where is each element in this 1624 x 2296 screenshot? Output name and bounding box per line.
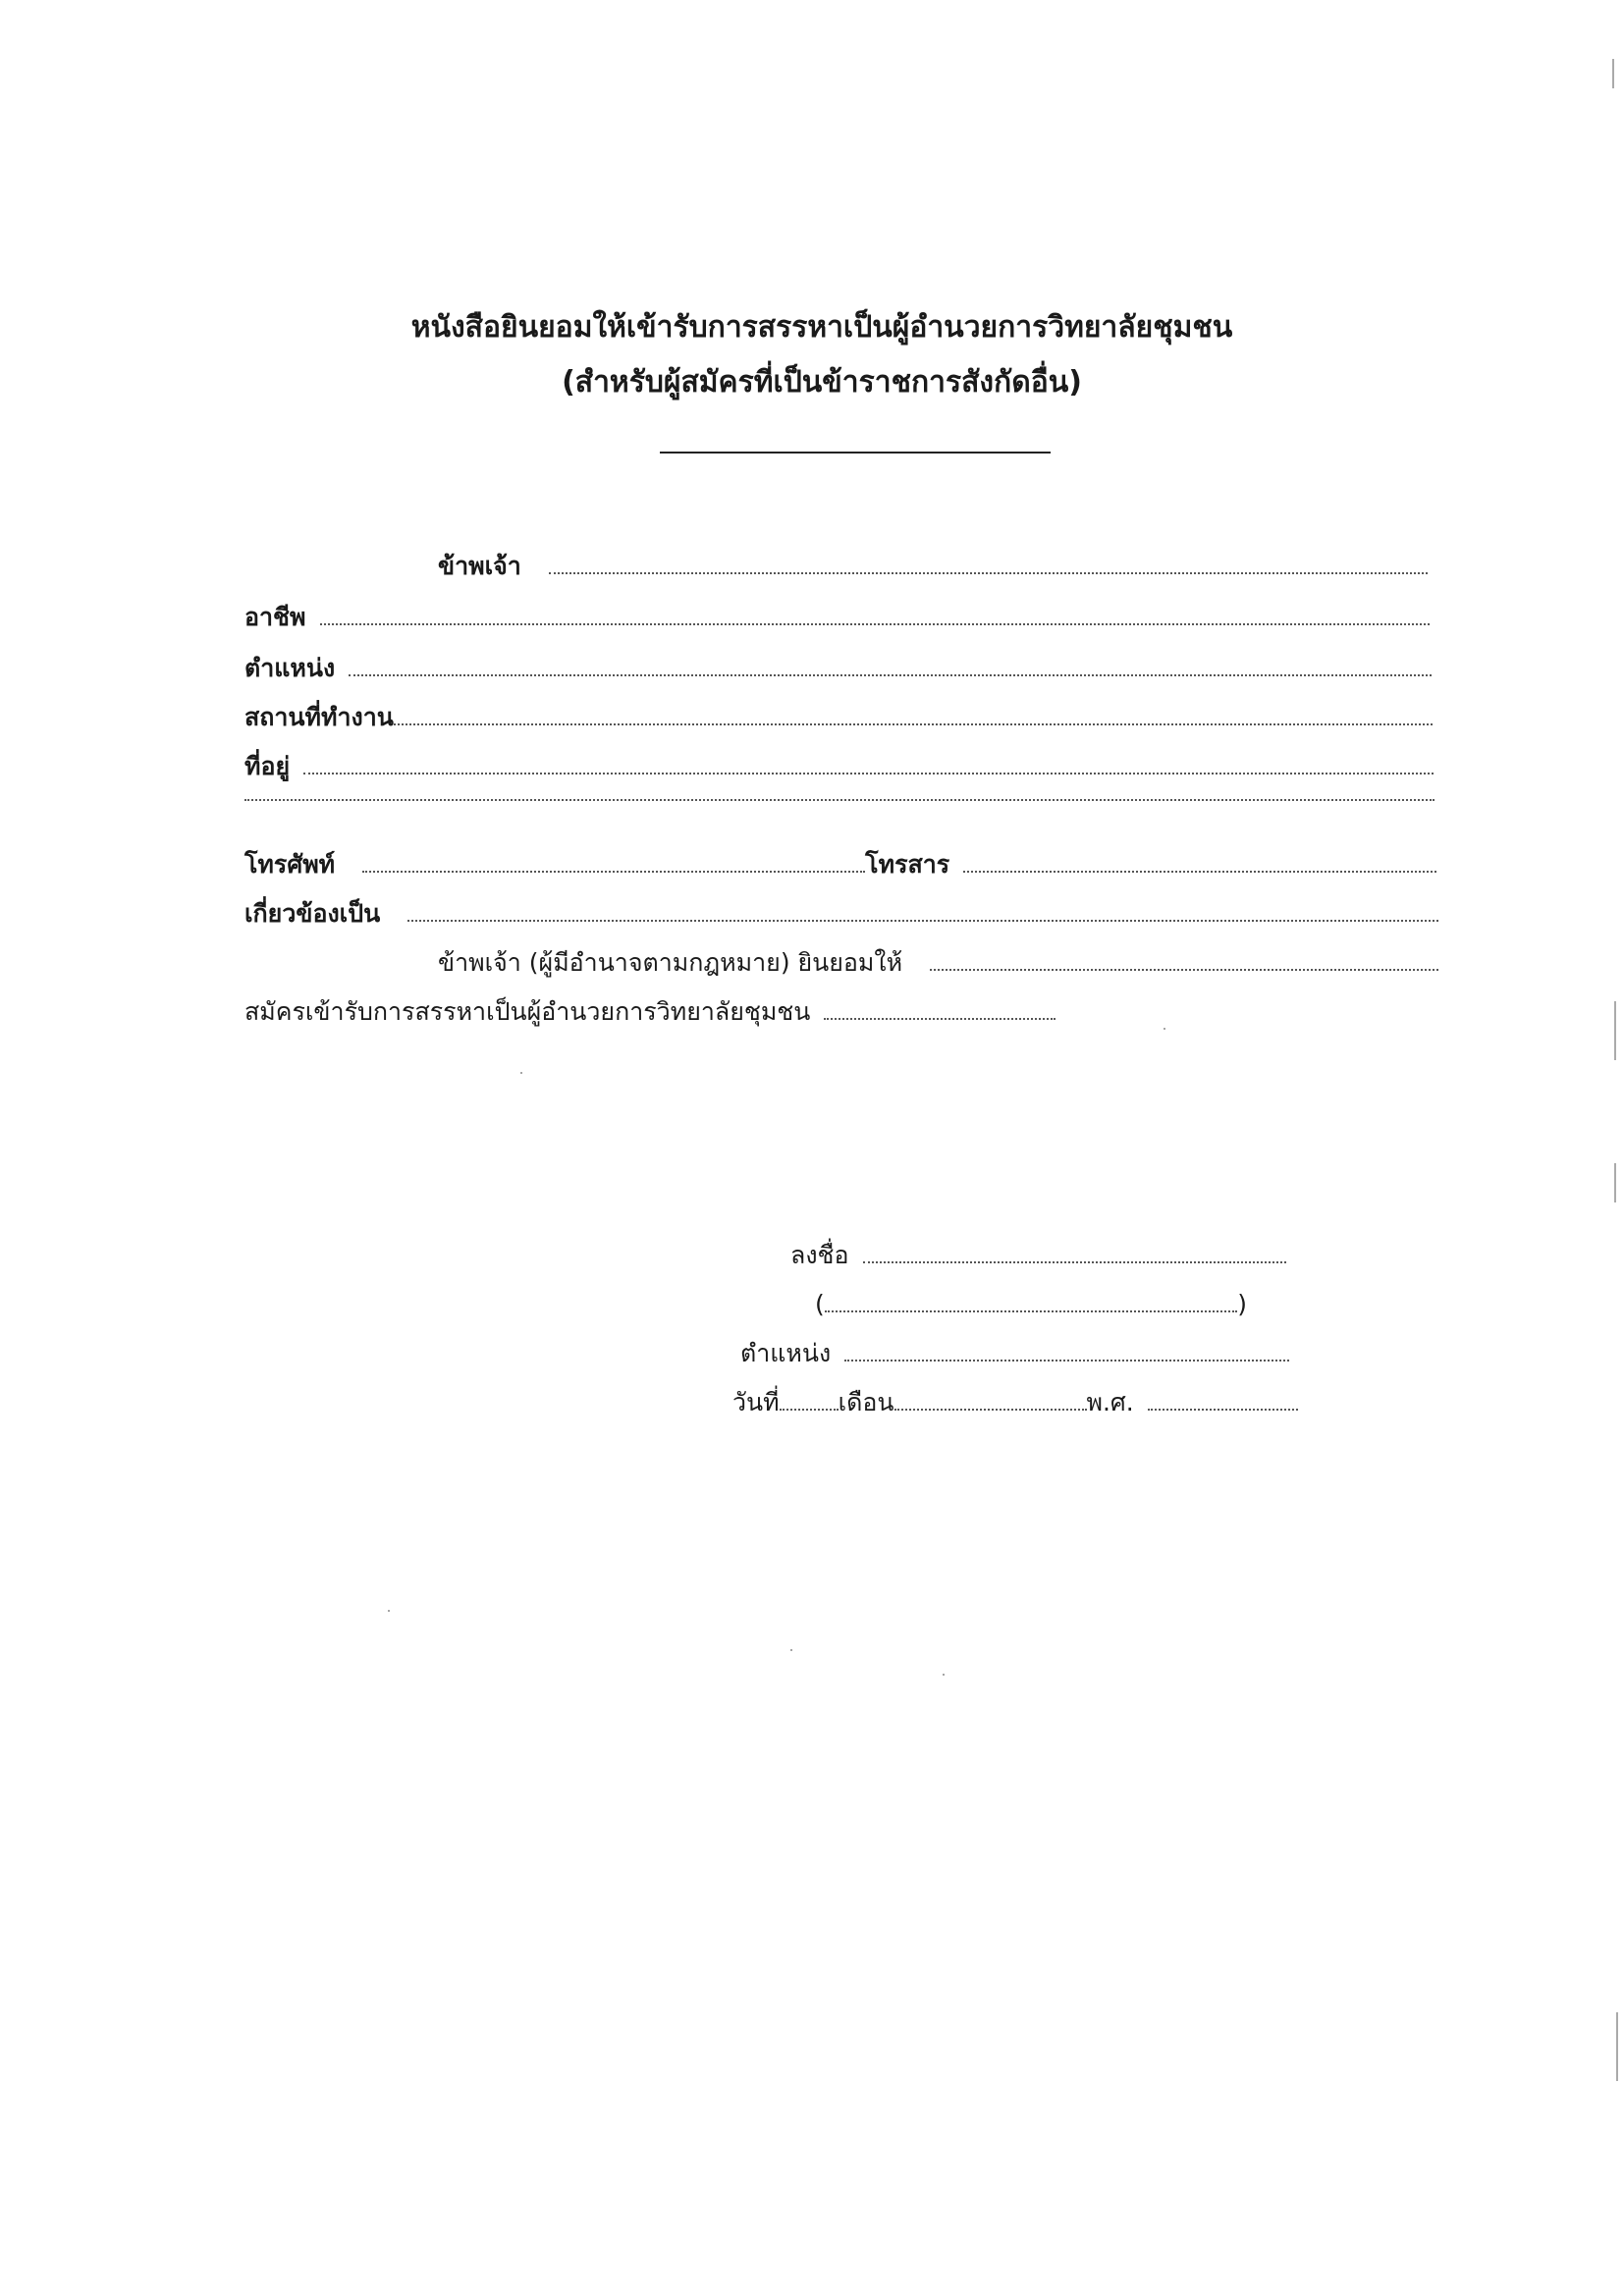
scan-edge-mark (1616, 2012, 1618, 2081)
applicant-name-row (438, 550, 1428, 583)
month-field[interactable] (894, 1409, 1087, 1411)
workplace-field[interactable] (394, 723, 1433, 725)
signer-position-field[interactable] (844, 1360, 1289, 1362)
fax-label: โทรสาร (865, 850, 950, 879)
document-title: หนังสือยินยอมให้เข้ารับการสรรหาเป็นผู้อำนวยการวิทยาลัยชุมชน (410, 310, 1233, 345)
scan-speck (1164, 1028, 1165, 1030)
position-row (244, 652, 1432, 685)
consent-text-2: สมัครเข้ารับการสรรหาเป็นผู้อำนวยการวิทยาลัยชุมชน (244, 997, 811, 1026)
occupation-row (244, 601, 1430, 634)
month-label: เดือน (838, 1388, 894, 1416)
signature-row (790, 1239, 1286, 1272)
address-continued-row (244, 799, 1435, 806)
scan-speck (388, 1610, 390, 1612)
address-row (244, 750, 1434, 783)
applicant-name-label: ข้าพเจ้า (438, 552, 521, 580)
sign-label: ลงชื่อ (790, 1241, 849, 1269)
address-field-line2[interactable] (244, 799, 1435, 801)
paren-close: ) (1237, 1290, 1247, 1318)
scan-speck (943, 1674, 945, 1676)
fax-field[interactable] (963, 871, 1436, 873)
occupation-label: อาชีพ (244, 603, 306, 631)
scan-edge-mark (1614, 1163, 1616, 1202)
position-label: ตำแหน่ง (244, 654, 336, 682)
occupation-field[interactable] (320, 623, 1431, 625)
address-field[interactable] (303, 773, 1434, 774)
relation-row (244, 897, 1438, 931)
applicant-name-field[interactable] (549, 572, 1428, 574)
phone-label: โทรศัพท์ (244, 850, 336, 879)
consented-person-field[interactable] (930, 969, 1438, 971)
scan-edge-mark (1612, 59, 1614, 88)
signer-name-row (815, 1288, 1247, 1321)
workplace-row (244, 701, 1433, 734)
relation-label: เกี่ยวข้องเป็น (244, 899, 381, 928)
signer-position-row (740, 1337, 1289, 1370)
signer-position-label: ตำแหน่ง (740, 1339, 832, 1367)
paren-open: ( (815, 1290, 825, 1318)
year-field[interactable] (1148, 1409, 1298, 1411)
document-subtitle: (สำหรับผู้สมัครที่เป็นข้าราชการสังกัดอื่น) (562, 365, 1082, 400)
phone-fax-row (244, 848, 1436, 881)
scan-edge-mark (1614, 1001, 1616, 1060)
scan-speck (790, 1649, 792, 1651)
scan-speck (520, 1072, 522, 1074)
title-underline (660, 452, 1051, 454)
year-label: พ.ศ. (1086, 1388, 1134, 1416)
relation-field[interactable] (407, 920, 1438, 922)
day-field[interactable] (780, 1409, 839, 1411)
day-label: วันที่ (732, 1388, 780, 1416)
date-row (732, 1386, 1298, 1419)
consent-line-2 (244, 995, 1056, 1029)
phone-field[interactable] (362, 871, 865, 873)
consent-line-1 (438, 946, 1438, 980)
consent-text-1: ข้าพเจ้า (ผู้มีอำนาจตามกฎหมาย) ยินยอมให้ (438, 948, 903, 977)
signature-field[interactable] (863, 1261, 1286, 1263)
address-label: ที่อยู่ (244, 752, 291, 780)
workplace-label: สถานที่ทำงาน (244, 703, 394, 731)
college-name-field[interactable] (824, 1018, 1056, 1020)
signer-name-field[interactable] (825, 1310, 1237, 1312)
position-field[interactable] (349, 674, 1432, 676)
